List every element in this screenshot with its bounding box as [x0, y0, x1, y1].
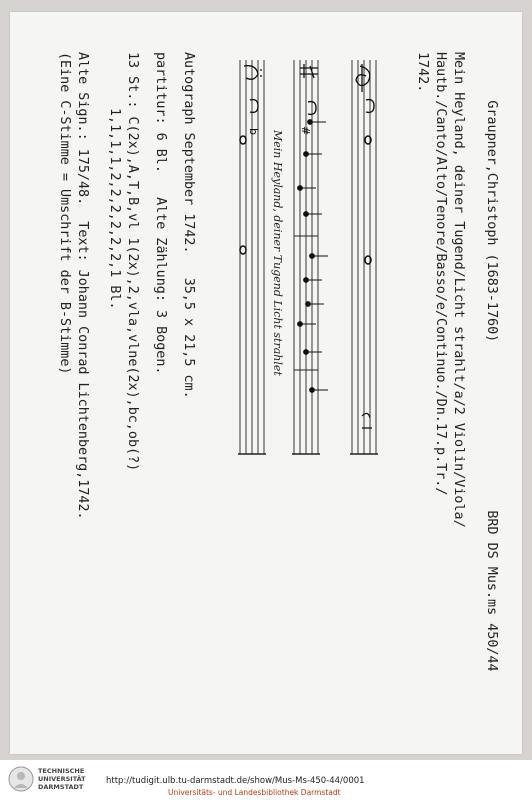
composer: Graupner,Christoph (1683-1760) — [484, 100, 499, 343]
note-line: (Eine C-Stimme = Umschrift der B-Stimme) — [57, 52, 72, 375]
incipit-lyrics: Mein Heyland, deiner Tugend Licht strahlet — [271, 130, 284, 376]
catalog-card — [10, 12, 522, 754]
seal-icon — [8, 766, 34, 792]
parts-line-2: 1,1,1,1,2,2,2,2,2,2,1 Bl. — [107, 108, 122, 310]
staff-treble-1 — [352, 60, 376, 454]
staff-bass — [240, 60, 264, 454]
music-incipit — [234, 60, 394, 458]
logo-line-2: UNIVERSITÄT — [38, 775, 86, 783]
footer-bar — [0, 760, 532, 800]
sharp-icon: # — [299, 126, 312, 136]
shelfmark: BRD DS Mus.ms 450/44 — [484, 510, 499, 672]
shelfmark-line — [469, 462, 514, 672]
tu-darmstadt-logo — [8, 764, 108, 796]
time-signature-icon — [250, 100, 258, 113]
vocal-notes — [298, 120, 328, 393]
flat-icon: b — [247, 128, 260, 135]
source-url-link[interactable]: http://tudigit.ulb.tu-darmstadt.de/show/Mus-Ms-450-44/0001 — [106, 776, 365, 786]
title-line-2: Hautb./Canto/Alto/Tenore/Basso/e/Continuo./Dn.17.p.Tr./ — [433, 52, 448, 496]
bass-clef-icon — [244, 66, 262, 80]
logo-line-3: DARMSTADT — [38, 783, 84, 791]
title-line-1: Mein Heyland, deiner Tugend/Licht strahlt/a/2 Violin/Viola/ — [451, 52, 466, 528]
autograph-line: Autograph September 1742. 35,5 x 21,5 cm. — [181, 52, 196, 399]
title-line-3: 1742. — [415, 52, 430, 93]
composer-line — [469, 52, 514, 342]
note — [240, 136, 246, 144]
note — [240, 246, 246, 254]
library-name: Universitäts- und Landesbibliothek Darmstadt — [168, 788, 341, 797]
signature-line: Alte Sign.: 175/48. Text: Johann Conrad Lichtenberg,1742. — [75, 52, 90, 520]
logo-line-1: TECHNISCHE — [38, 767, 85, 775]
logo-text — [38, 767, 86, 791]
parts-line-1: 13 St.: C(2x),A,T,B,vl 1(2x),2,vla,vlne(2x),bc,ob(?) — [125, 52, 140, 472]
soprano-clef-icon — [300, 64, 318, 78]
rest-icon — [362, 413, 372, 428]
partitur-line: partitur: 6 Bl. Alte Zählung: 3 Bogen. — [153, 52, 168, 375]
